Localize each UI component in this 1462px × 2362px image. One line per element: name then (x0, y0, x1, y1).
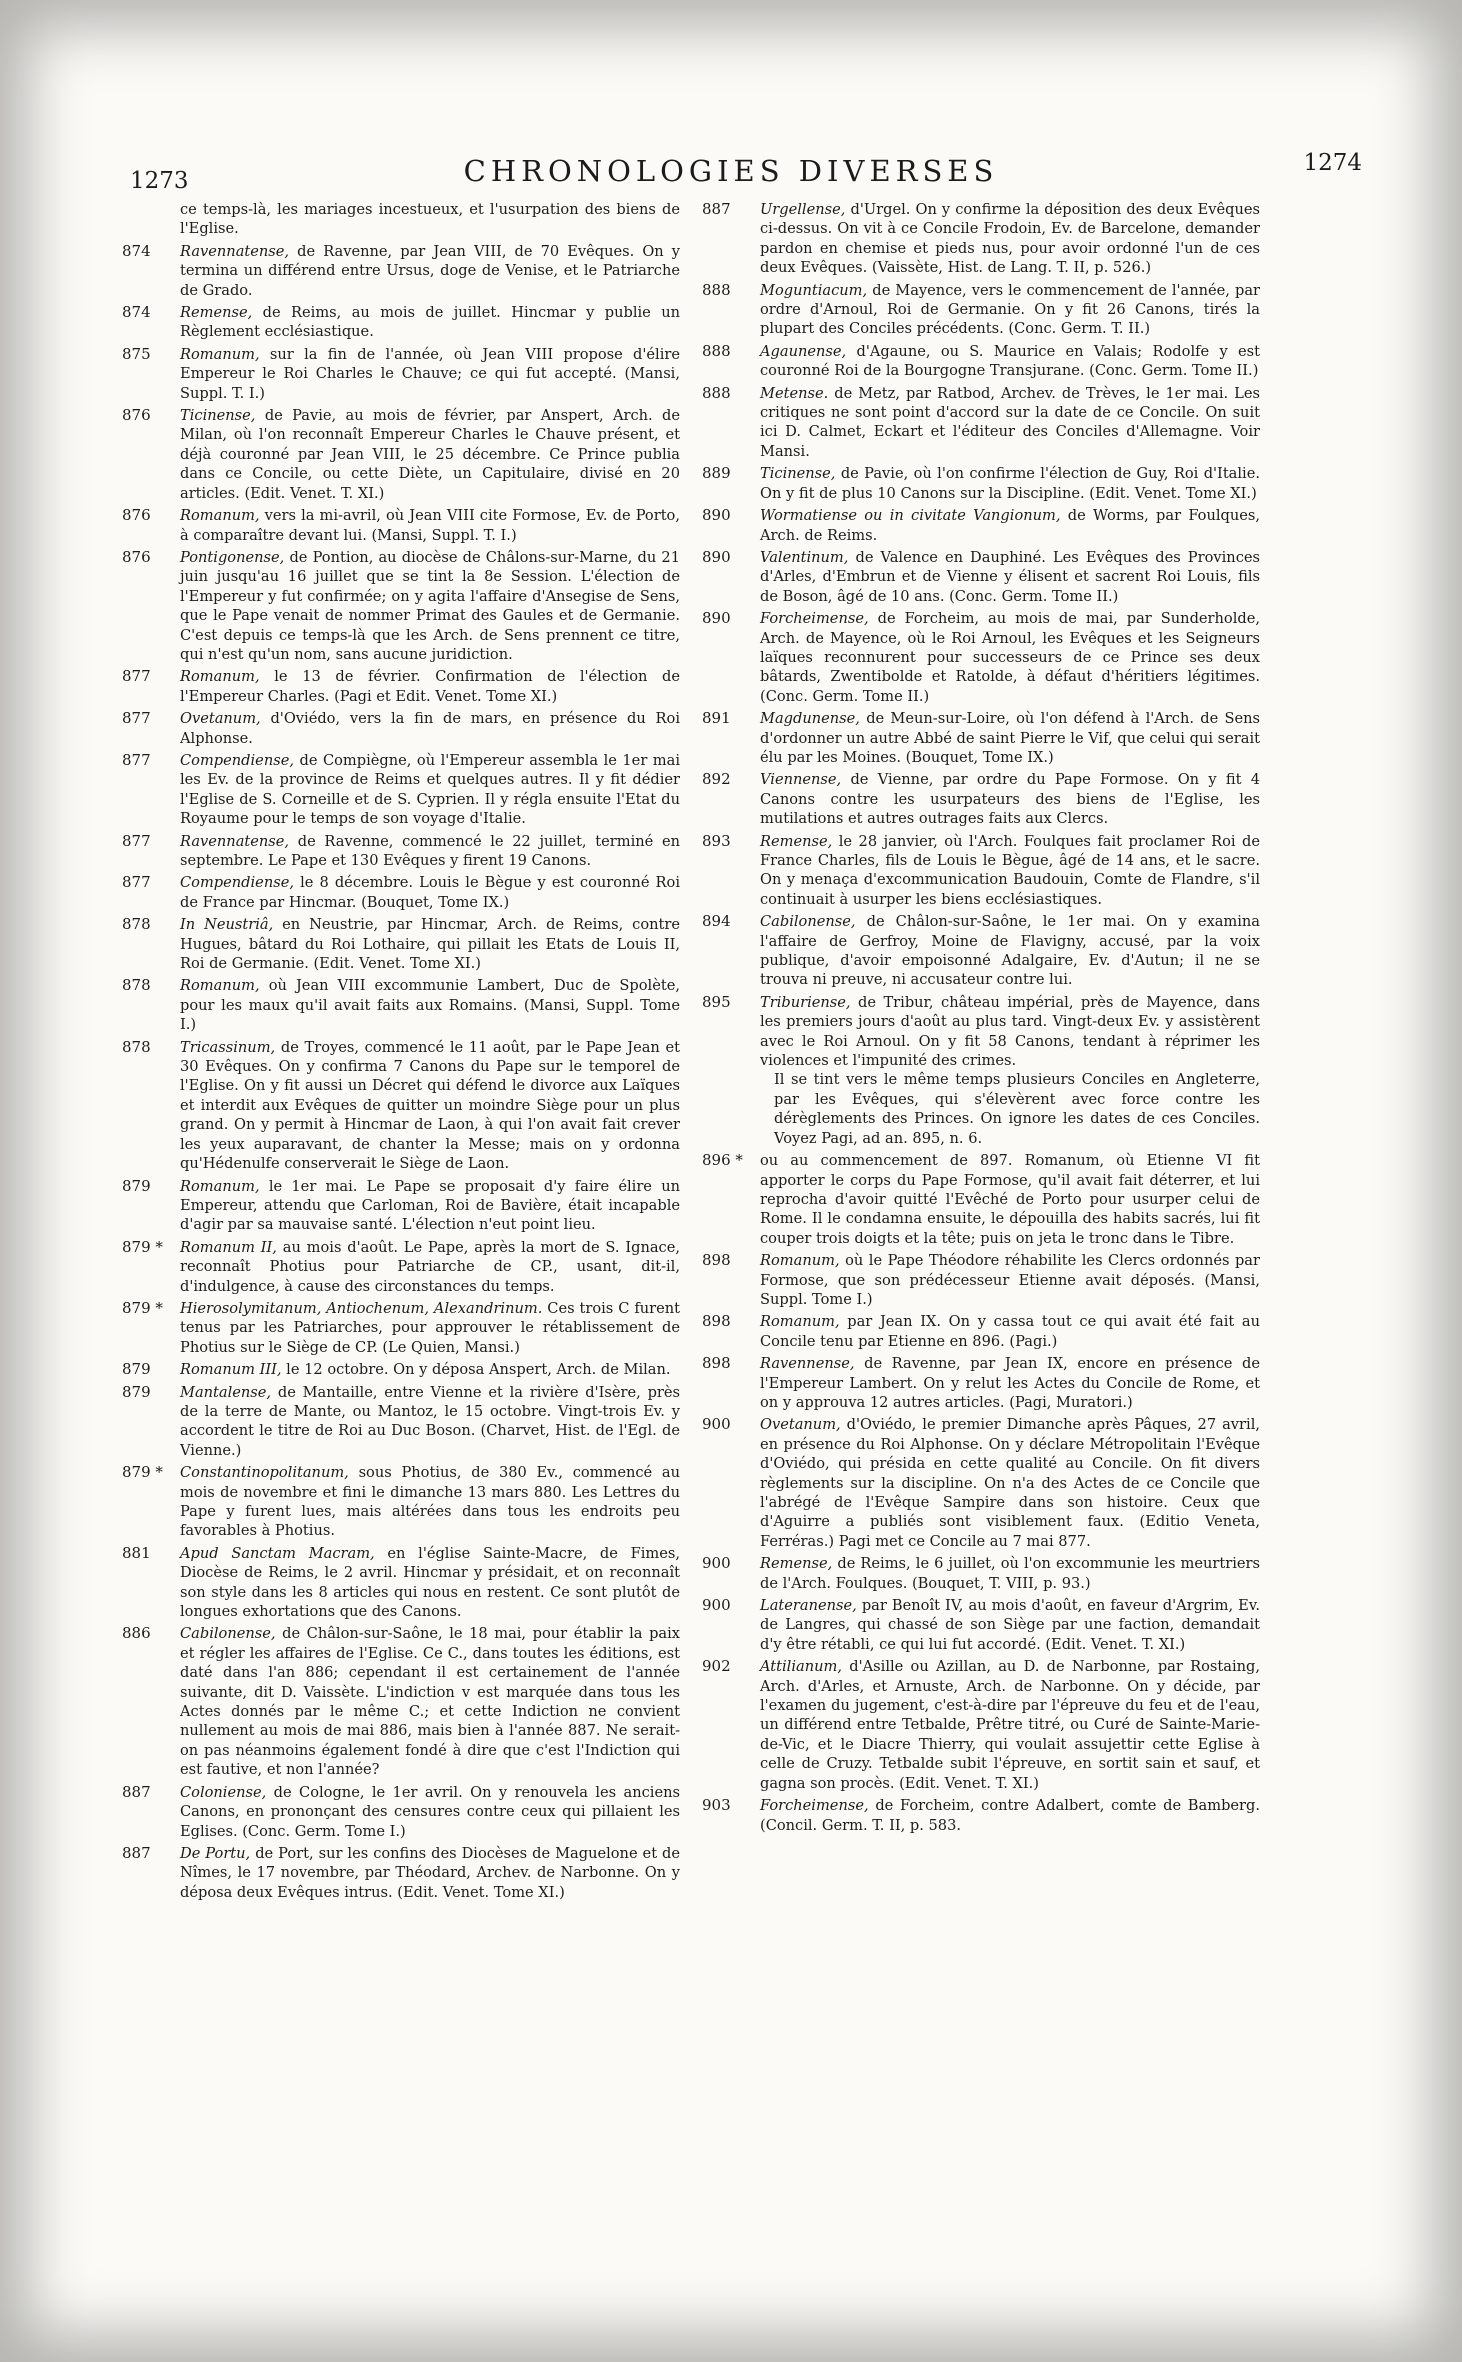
entry-body (180, 1844, 680, 1902)
entry-body (760, 342, 1260, 381)
entry-text: de Châlon-sur-Saône, le 1er mai. On y examina l'affaire de Gerfroy, Moine de Flavigny, accusé, par la voix publique, d'avoir empoisonné Adalgaire, Ev. d'Autun; il ne se trouva ni preuve, ni accusateur contre lui. (760, 913, 1260, 989)
entry-year: 876 (122, 406, 151, 425)
entry-text: sous Photius, de 380 Ev., commencé au mois de novembre et fini le dimanche 13 mars 880. Les Lettres du Pape y furent lues, mais altérées dans tous les endroits peu favorables à Photius. (180, 1464, 680, 1540)
entry-council-name: Moguntiacum, (760, 281, 868, 299)
entry-council-name: Ticinense, (760, 465, 836, 483)
page-number-left: 1273 (130, 168, 189, 194)
entry-year: 888 (702, 341, 731, 360)
entry-body (180, 1783, 680, 1841)
council-entry (120, 1783, 680, 1841)
entry-text: le 12 octobre. On y déposa Anspert, Arch. de Milan. (286, 1361, 671, 1379)
entry-year: 879 (122, 1360, 151, 1379)
entry-text: au mois d'août. Le Pape, après la mort de S. Ignace, reconnaît Photius pour Patriarche de CP., usant, dit-il, d'indulgence, à cause des circonstances du temps. (180, 1238, 680, 1295)
entry-year: 879 * (122, 1298, 163, 1317)
entry-body (760, 770, 1260, 828)
entry-text: de Metz, par Ratbod, Archev. de Trèves, le 1er mai. Les critiques ne sont point d'accord sur la date de ce Concile. On suit ici D. Calmet, Eckart et l'éditeur des Conciles d'Allemagne. Voir Mansi. (760, 384, 1260, 460)
entry-council-name: Ovetanum, (760, 1416, 841, 1434)
entry-council-name: Remense, (180, 304, 253, 322)
entry-text: sur la fin de l'année, où Jean VIII propose d'élire Empereur le Roi Charles le Chauve; ce qui fut accepté. (Mansi, Suppl. T. I.) (180, 345, 680, 402)
entry-council-name: Romanum, (180, 507, 260, 525)
entry-body (180, 506, 680, 545)
entry-body (180, 832, 680, 871)
entry-text: ce temps-là, les mariages incestueux, et l'usurpation des biens de l'Eglise. (180, 201, 680, 238)
entry-council-name: Forcheimense, (760, 610, 869, 628)
entry-year: 888 (702, 383, 731, 402)
entry-year: 877 (122, 873, 151, 892)
entry-year: 898 (702, 1251, 731, 1270)
council-entry (700, 506, 1260, 545)
entry-council-name: Ovetanum, (180, 710, 261, 728)
entry-year: 879 (122, 1382, 151, 1401)
council-entry (700, 384, 1260, 462)
entry-body (180, 667, 680, 706)
council-entry (700, 1151, 1260, 1248)
entry-body (180, 406, 680, 503)
council-entry (700, 281, 1260, 339)
entry-council-name: Attilianum, (760, 1658, 842, 1676)
entry-body (760, 384, 1260, 462)
council-entry (700, 709, 1260, 767)
council-entry (120, 1038, 680, 1174)
entry-year: 896 * (702, 1151, 743, 1170)
entry-body (180, 751, 680, 829)
entry-council-name: Romanum, (180, 977, 260, 995)
council-entry (700, 1796, 1260, 1835)
entry-body (760, 1151, 1260, 1248)
council-entry (120, 709, 680, 748)
entry-council-name: Coloniense, (180, 1783, 267, 1801)
entry-year: 902 (702, 1657, 731, 1676)
entry-council-name: Wormatiense ou in civitate Vangionum, (760, 507, 1061, 525)
entry-text: de Pavie, où l'on confirme l'élection de Guy, Roi d'Italie. On y fit de plus 10 Canons sur la Discipline. (Edit. Venet. Tome XI.) (760, 465, 1260, 502)
entry-year: 889 (702, 464, 731, 483)
entry-council-name: Remense, (760, 1555, 833, 1573)
entry-text: où le Pape Théodore réhabilite les Clercs ordonnés par Formose, que son prédécesseur Etienne avait déposés. (Mansi, Suppl. Tome I.) (760, 1252, 1260, 1308)
entry-year: 874 (122, 303, 151, 322)
entry-continuation: Il se tint vers le même temps plusieurs Conciles en Angleterre, par les Evêques, qui s'élevèrent avec force contre les dérèglements des Princes. On ignore les dates de ces Conciles. Voyez Pagi, ad an. 895, n. 6. (774, 1071, 1260, 1147)
council-entry (700, 200, 1260, 278)
council-entry (120, 1360, 680, 1379)
entry-council-name: Romanum, (760, 1252, 840, 1270)
entry-council-name: Lateranense, (760, 1597, 857, 1615)
entry-year: 900 (702, 1415, 731, 1434)
council-entry (700, 1354, 1260, 1412)
entry-year: 877 (122, 709, 151, 728)
entry-body (760, 1657, 1260, 1793)
entry-year: 875 (122, 344, 151, 363)
entry-text: de Reims, le 6 juillet, où l'on excommunie les meurtriers de l'Arch. Foulques. (Bouquet, T. VIII, p. 93.) (760, 1555, 1260, 1592)
entry-text: de Port, sur les confins des Diocèses de Maguelone et de Nîmes, le 17 novembre, par Théodard, Archev. de Narbonne. On y déposa deux Evêques intrus. (Edit. Venet. Tome XI.) (180, 1844, 680, 1901)
entry-body (760, 709, 1260, 767)
entry-body (180, 1299, 680, 1357)
council-entry (120, 667, 680, 706)
entry-text: de Meun-sur-Loire, où l'on défend à l'Arch. de Sens d'ordonner un autre Abbé de saint Pierre le Vif, que celui qui serait élu par les Moines. (Bouquet, Tome IX.) (760, 710, 1260, 766)
entry-text: de Forcheim, au mois de mai, par Sunderholde, Arch. de Mayence, où le Roi Arnoul, les Evêques et les Seigneurs laïques reconnurent pour successeurs de ce Prince ses deux bâtards, Zwentibolde et Ratolde, à défaut d'héritiers légitimes. (Conc. Germ. Tome II.) (760, 610, 1260, 705)
council-entry (120, 548, 680, 664)
entry-year: 879 * (122, 1237, 163, 1256)
entry-year: 900 (702, 1596, 731, 1615)
entry-text: le 13 de février. Confirmation de l'élection de l'Empereur Charles. (Pagi et Edit. Venet. Tome XI.) (180, 668, 680, 705)
entry-body (760, 832, 1260, 910)
entry-year: 874 (122, 241, 151, 260)
council-entry (120, 1624, 680, 1779)
entry-text: de Reims, au mois de juillet. Hincmar y publie un Règlement ecclésiastique. (180, 304, 680, 341)
entry-year: 887 (702, 200, 731, 218)
entry-text: par Benoît IV, au mois d'août, en faveur d'Argrim, Ev. de Langres, qui chassé de son Siège par une faction, demandait d'y être rétabli, ce qui lui fut accordé. (Edit. Venet. T. XI.) (760, 1597, 1260, 1653)
entry-body (180, 242, 680, 300)
entry-body (760, 281, 1260, 339)
entry-text: de Pavie, au mois de février, par Anspert, Arch. de Milan, où l'on reconnaît Empereur Charles le Chauve présent, et déjà couronné par Jean VIII, le 25 décembre. Ce Prince publia dans ce Concile, ou cette Diète, un Capitulaire, divisé en 20 articles. (Edit. Venet. T. XI.) (180, 407, 680, 502)
council-entry (700, 1657, 1260, 1793)
entry-body (760, 1415, 1260, 1551)
entry-body (180, 548, 680, 664)
entry-body (180, 915, 680, 973)
entry-council-name: Cabilonense, (180, 1625, 276, 1643)
entry-text: de Mayence, vers le commencement de l'année, par ordre d'Arnoul, Roi de Germanie. On y fit 26 Canons, tirés la plupart des Conciles précédents. (Conc. Germ. T. II.) (760, 281, 1260, 338)
entry-year: 878 (122, 1037, 151, 1056)
council-entry (120, 406, 680, 503)
entry-council-name: Urgellense, (760, 201, 846, 218)
entry-text: d'Oviédo, le premier Dimanche après Pâques, 27 avril, en présence du Roi Alphonse. On y déclare Métropolitain l'Evêque d'Oviédo, qui présida en cette qualité au Concile. On fit divers règlements sur la discipline. On n'a des Actes de ce Concile que l'abrégé de l'Evêque Sampire dans son histoire. Ceux que d'Aguirre a publiés sont visiblement faux. (Editio Veneta, Ferréras.) Pagi met ce Concile au 7 mai 877. (760, 1416, 1260, 1550)
entry-text: de Ravenne, commencé le 22 juillet, terminé en septembre. Le Pape et 130 Evêques y firent 19 Canons. (180, 832, 680, 869)
entry-text: de Troyes, commencé le 11 août, par le Pape Jean et 30 Evêques. On y confirma 7 Canons du Pape sur le temporel de l'Eglise. On y fit aussi un Décret qui défend le divorce aux Laïques et interdit aux Evêques de quitter un moindre Siège pour un plus grand. On y permit à Hincmar de Laon, à qui l'on avait fait crever les yeux auparavant, de chanter la Messe; mais on y ordonna qu'Hédenulfe conserverait le Siège de Laon. (180, 1038, 680, 1173)
entry-year: 887 (122, 1843, 151, 1862)
entry-body (180, 345, 680, 403)
entry-council-name: Agaunense, (760, 342, 847, 360)
entry-body (180, 976, 680, 1034)
council-entry (700, 1251, 1260, 1309)
entry-council-name: Constantinopolitanum, (180, 1464, 349, 1482)
entry-text: en Neustrie, par Hincmar, Arch. de Reims, contre Hugues, bâtard du Roi Lothaire, qui pillait les Etats de Louis II, Roi de Germanie. (Edit. Venet. Tome XI.) (180, 916, 680, 973)
entry-text: d'Oviédo, vers la fin de mars, en présence du Roi Alphonse. (180, 710, 680, 747)
entry-year: 879 * (122, 1463, 163, 1482)
entry-body (180, 1383, 680, 1461)
entry-council-name: Ticinense, (180, 407, 256, 425)
council-entry (120, 1238, 680, 1296)
entry-body (760, 1354, 1260, 1412)
council-entry (700, 548, 1260, 606)
council-entry (120, 832, 680, 871)
entry-body (760, 464, 1260, 503)
council-entry (120, 303, 680, 342)
entry-council-name: Romanum II, (180, 1238, 277, 1256)
page-title: CHRONOLOGIES DIVERSES (463, 154, 999, 188)
entry-text: de Valence en Dauphiné. Les Evêques des Provinces d'Arles, d'Embrun et de Vienne y élisent et sacrent Roi Louis, fils de Boson, âgé de 10 ans. (Conc. Germ. Tome II.) (760, 548, 1260, 605)
entry-council-name: Triburiense, (760, 993, 851, 1011)
entry-year: 900 (702, 1554, 731, 1573)
council-entry (120, 915, 680, 973)
entry-council-name: Tricassinum, (180, 1038, 276, 1056)
entry-year: 887 (122, 1782, 151, 1801)
entry-year: 877 (122, 667, 151, 686)
entry-text: où Jean VIII excommunie Lambert, Duc de Spolète, pour les maux qu'il avait faits aux Romains. (Mansi, Suppl. Tome I.) (180, 977, 680, 1034)
entry-body (180, 1238, 680, 1296)
entry-body (760, 506, 1260, 545)
council-entry (120, 976, 680, 1034)
entry-text: de Ravenne, par Jean VIII, de 70 Evêques. On y termina un différend entre Ursus, doge de Venise, et le Patriarche de Grado. (180, 242, 680, 299)
entry-text: ou au commencement de 897. Romanum, où Etienne VI fit apporter le corps du Pape Formose, qu'il avait fait déterrer, et lui reprocha d'avoir quitté l'Evêché de Porto pour usurper celui de Rome. Il le condamna ensuite, le dépouilla des habits sacrés, lui fit couper trois doigts et la tête; puis on jeta le tronc dans le Tibre. (760, 1152, 1260, 1247)
entry-text: d'Asille ou Azillan, au D. de Narbonne, par Rostaing, Arch. d'Arles, et Arnuste, Arch. de Narbonne. On y décide, par l'examen du jugement, c'est-à-dire par l'épreuve du feu et de l'eau, un différend entre Tetbalde, Prêtre titré, ou Curé de Sainte-Marie-de-Vic, et le Diacre Thierry, qui voulait assujettir cette Eglise à celle de Cruzy. Tetbalde subit l'épreuve, en sortit sain et sauf, et gagna son procès. (Edit. Venet. T. XI.) (760, 1658, 1260, 1792)
entry-council-name: Valentinum, (760, 548, 849, 566)
council-entry (120, 873, 680, 912)
entry-year: 903 (702, 1796, 731, 1815)
entry-council-name: Romanum, (180, 345, 260, 363)
entry-year: 893 (702, 831, 731, 850)
council-entry (120, 751, 680, 829)
entry-year: 878 (122, 976, 151, 995)
council-entry (700, 609, 1260, 706)
council-entry (120, 345, 680, 403)
entry-council-name: In Neustriâ, (180, 916, 274, 934)
council-entry (120, 1383, 680, 1461)
council-entry (700, 464, 1260, 503)
entry-body (760, 609, 1260, 706)
entry-council-name: Romanum III, (180, 1361, 282, 1379)
entry-year: 877 (122, 750, 151, 769)
council-entry (120, 506, 680, 545)
entry-council-name: Ravennatense, (180, 832, 290, 850)
council-entry (120, 1463, 680, 1541)
council-entry (700, 993, 1260, 1148)
entry-year: 876 (122, 547, 151, 566)
entry-text: de Forcheim, contre Adalbert, comte de Bamberg. (Concil. Germ. T. II, p. 583. (760, 1797, 1260, 1834)
entry-year: 890 (702, 609, 731, 628)
entry-body (180, 1038, 680, 1174)
entry-council-name: Hierosolymitanum, Antiochenum, Alexandrinum. (180, 1299, 543, 1317)
council-entry (120, 1844, 680, 1902)
entry-text: de Tribur, château impérial, près de Mayence, dans les premiers jours d'août au plus tard. Vingt-deux Ev. y assistèrent avec le Roi Arnoul. On y fit 58 Canons, tendant à réprimer les violences et l'impunité des crimes. (760, 993, 1260, 1070)
entry-body (760, 993, 1260, 1071)
entry-body (180, 200, 680, 239)
council-entry (700, 1415, 1260, 1551)
entry-year: 879 (122, 1176, 151, 1195)
entry-text: d'Urgel. On y confirme la déposition des deux Evêques ci-dessus. On vit à ce Concile Frodoin, Ev. de Barcelone, demander pardon en chemise et pieds nus, pour avoir ordonné l'un de ces deux Evêques. (Vaissète, Hist. de Lang. T. II, p. 526.) (760, 201, 1260, 277)
entry-body (760, 1312, 1260, 1351)
council-entry (700, 1312, 1260, 1351)
entry-body (760, 200, 1260, 278)
entry-body (180, 709, 680, 748)
entry-council-name: De Portu, (180, 1844, 251, 1862)
entry-text: de Mantaille, entre Vienne et la rivière d'Isère, près de la terre de Mante, ou Mantoz, le 15 octobre. Vingt-trois Ev. y accordent le titre de Roi au Duc Boson. (Charvet, Hist. de l'Egl. de Vienne.) (180, 1383, 680, 1459)
entry-body (180, 1360, 680, 1379)
council-entry (120, 1544, 680, 1622)
entry-text: de Compiègne, où l'Empereur assembla le 1er mai les Ev. de la province de Reims et quelques autres. Il y fit dédier l'Eglise de S. Corneille et de S. Cyprien. Il y régla ensuite l'Etat du Royaume pour le temps de son voyage d'Italie. (180, 751, 680, 828)
council-entry (120, 242, 680, 300)
entry-text: Ces trois C furent tenus par les Patriarches, pour approuver le rétablissement de Photius sur le Siège de CP. (Le Quien, Mansi.) (180, 1299, 680, 1356)
entry-text: par Jean IX. On y cassa tout ce qui avait été fait au Concile tenu par Etienne en 896. (Pagi.) (760, 1313, 1260, 1350)
entry-body (760, 1796, 1260, 1835)
entry-council-name: Apud Sanctam Macram, (180, 1544, 375, 1562)
entry-year: 894 (702, 912, 731, 931)
entry-year: 886 (122, 1624, 151, 1643)
entry-text: de Cologne, le 1er avril. On y renouvela les anciens Canons, en prononçant des censures contre ceux qui pillaient les Eglises. (Conc. Germ. Tome I.) (180, 1783, 680, 1840)
council-entry (700, 912, 1260, 990)
entry-year: 898 (702, 1354, 731, 1373)
entry-council-name: Pontigonense, (180, 548, 285, 566)
council-entry (700, 342, 1260, 381)
entry-year: 890 (702, 506, 731, 525)
entry-year: 890 (702, 547, 731, 566)
entry-text: en l'église Sainte-Macre, de Fimes, Diocèse de Reims, le 2 avril. Hincmar y présidait, et on reconnaît son style dans les 8 articles qui nous en restent. Ce sont plutôt de longues exhortations que des Canons. (180, 1544, 680, 1621)
entry-body (760, 548, 1260, 606)
entry-text: vers la mi-avril, où Jean VIII cite Formose, Ev. de Porto, à comparaître devant lui. (Mansi, Suppl. T. I.) (180, 507, 680, 544)
left-column (120, 200, 680, 2340)
council-entry (120, 200, 680, 239)
entry-body (760, 912, 1260, 990)
entry-council-name: Ravennatense, (180, 242, 290, 260)
entry-body (760, 1251, 1260, 1309)
entry-body (180, 1544, 680, 1622)
entry-text: le 28 janvier, où l'Arch. Foulques fait proclamer Roi de France Charles, fils de Louis le Bègue, âgé de 14 ans, et le sacre. On y menaça d'excommunication Baudouin, Comte de Flandre, s'il continuait à usurper les biens ecclésiastiques. (760, 832, 1260, 908)
entry-body (180, 1177, 680, 1235)
entry-year: 895 (702, 992, 731, 1011)
entry-council-name: Mantalense, (180, 1383, 272, 1401)
council-entry (120, 1177, 680, 1235)
entry-year: 892 (702, 770, 731, 789)
entry-text: d'Agaune, ou S. Maurice en Valais; Rodolfe y est couronné Roi de la Bourgogne Transjurane. (Conc. Germ. Tome II.) (760, 342, 1260, 380)
entry-body (180, 1624, 680, 1779)
entry-body (180, 1463, 680, 1541)
entry-year: 877 (122, 831, 151, 850)
entry-year: 891 (702, 709, 731, 728)
entry-council-name: Viennense, (760, 771, 842, 789)
entry-body (180, 873, 680, 912)
council-entry (120, 1299, 680, 1357)
right-column (700, 200, 1260, 2340)
council-entry (700, 770, 1260, 828)
entry-council-name: Compendiense, (180, 751, 294, 769)
entry-council-name: Romanum, (760, 1313, 840, 1331)
entry-year: 888 (702, 280, 731, 299)
entry-council-name: Magdunense, (760, 710, 860, 728)
entry-body (760, 1596, 1260, 1654)
entry-year: 878 (122, 915, 151, 934)
council-entry (700, 1596, 1260, 1654)
entry-text: de Vienne, par ordre du Pape Formose. On y fit 4 Canons contre les usurpateurs des biens de l'Eglise, les mutilations et autres outrages faits aux Clercs. (760, 771, 1260, 828)
council-entry (700, 832, 1260, 910)
entry-council-name: Ravennense, (760, 1355, 855, 1373)
entry-year: 898 (702, 1312, 731, 1331)
entry-text: de Worms, par Foulques, Arch. de Reims. (760, 507, 1260, 544)
entry-council-name: Forcheimense, (760, 1797, 869, 1815)
entry-text: le 1er mai. Le Pape se proposait d'y faire élire un Empereur, attendu que Carloman, Roi de Bavière, était incapable d'agir par sa mauvaise santé. L'élection n'eut point lieu. (180, 1177, 680, 1234)
entry-council-name: Compendiense, (180, 874, 294, 892)
entry-body (760, 1554, 1260, 1593)
entry-year: 881 (122, 1543, 151, 1562)
council-entry (700, 1554, 1260, 1593)
entry-text: le 8 décembre. Louis le Bègue y est couronné Roi de France par Hincmar. (Bouquet, Tome IX.) (180, 874, 680, 911)
entry-text: de Châlon-sur-Saône, le 18 mai, pour établir la paix et régler les affaires de l'Eglise. Ce C., dans toutes les éditions, est daté dans l'an 886; cependant il est certainement de l'année suivante, dit D. Vaissète. L'indiction v est marquée dans tous les Actes donnés par le même C.; et cette Indiction ne convient nullement au mois de mai 886, mais bien à l'année 887. Ne serait-on pas néanmoins également fondé à dire que c'est l'Indiction qui est fautive, et non l'année? (180, 1625, 680, 1779)
page-number-right: 1274 (1303, 150, 1362, 176)
entry-text: de Ravenne, par Jean IX, encore en présence de l'Empereur Lambert. On y relut les Actes du Concile de Rome, et on y approuva 12 autres articles. (Pagi, Muratori.) (760, 1355, 1260, 1411)
entry-council-name: Cabilonense, (760, 913, 856, 931)
entry-text: de Pontion, au diocèse de Châlons-sur-Marne, du 21 juin jusqu'au 16 juillet que se tint la 8e Session. L'élection de l'Empereur y fut confirmée; on y agita l'affaire d'Ansegise de Sens, que le Pape venait de nommer Primat des Gaules et de Germanie. C'est depuis ce temps-là que les Arch. de Sens prennent ce titre, qui n'est qu'un nom, sans aucune juridiction. (180, 548, 680, 663)
entry-council-name: Metense. (760, 384, 829, 402)
entry-body (180, 303, 680, 342)
entry-council-name: Romanum, (180, 668, 260, 686)
entry-council-name: Remense, (760, 832, 833, 850)
page-header (0, 140, 1462, 200)
entry-year: 876 (122, 506, 151, 525)
entry-council-name: Romanum, (180, 1177, 260, 1195)
